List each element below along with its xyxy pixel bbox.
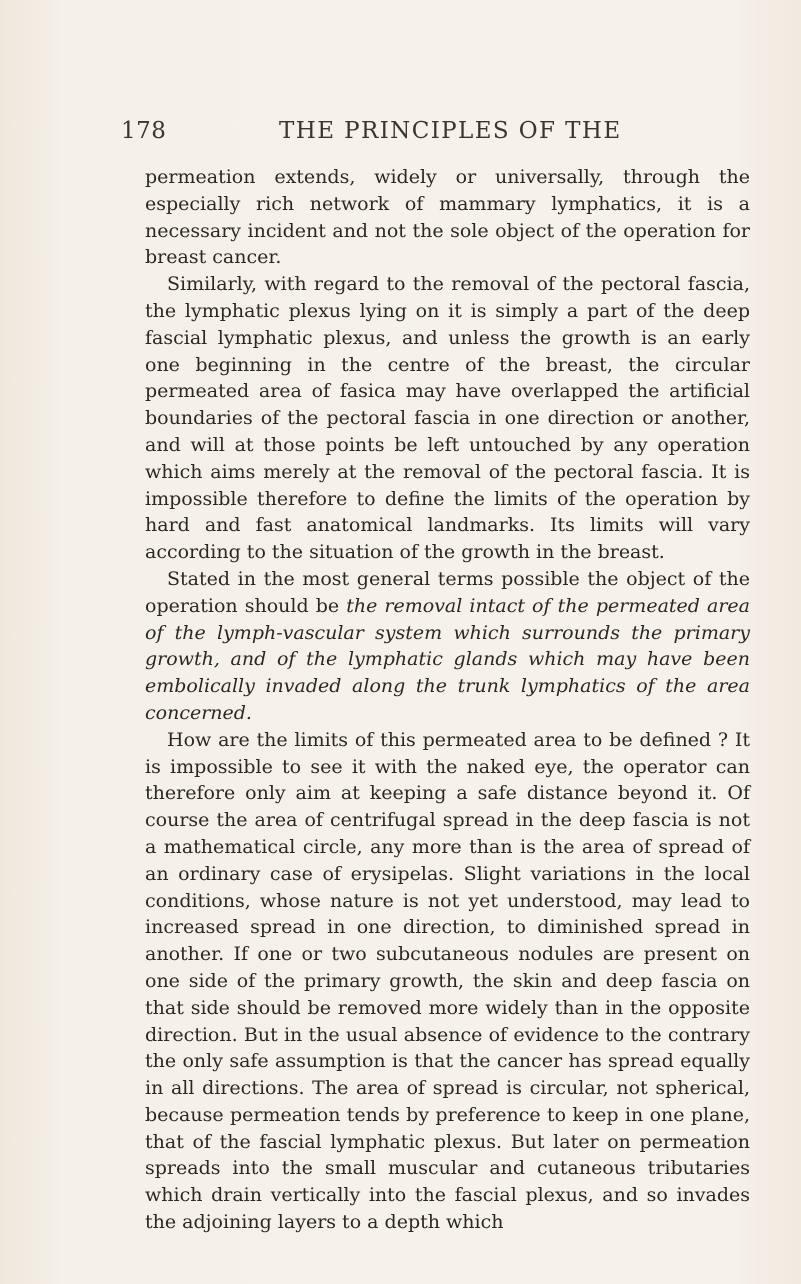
running-head [0, 118, 801, 152]
operation-object-lead: Stated in the most general terms possible the object of the operation should be [145, 567, 750, 617]
running-title: THE PRINCIPLES OF THE [279, 118, 622, 144]
paragraph-operation-object [145, 566, 750, 727]
body-text [145, 164, 750, 1236]
operation-object-definition: the removal intact of the permeated area of the lymph-vascular system which surrounds the primary growth, and of the lymphatic glands which may have been embolically invaded along the trunk lymphatics of the area concerned. [145, 594, 751, 724]
paragraph-continuation: permeation extends, widely or universally, through the especially rich network of mammary lymphatics, it is a necessary incident and not the sole object of the operation for breast cancer. [145, 166, 750, 269]
paragraph-permeated-area-limits: How are the limits of this permeated area to be defined ? It is impossible to see it with the naked eye, the operator can therefore only aim at keeping a safe distance beyond it. Of course the area of centrifugal spread in the deep fascia is not a mathematical circle, any more than is the area of spread of an ordinary case of erysipelas. Slight variations in the local conditions, whose nature is not yet understood, may lead to increased spread in one direction, to diminished spread in another. If one or two subcutaneous nodules are present on one side of the primary growth, the skin and deep fascia on that side should be removed more widely than in the opposite direction. But in the usual absence of evidence to the contrary the only safe assumption is that the cancer has spread equally in all directions. The area of spread is circular, not spherical, because permeation tends by preference to keep in one plane, that of the fascial lymphatic plexus. But later on permeation spreads into the small muscular and cutaneous tributaries which drain vertically into the fascial plexus, and so invades the adjoining layers to a depth which [145, 728, 750, 1234]
page-number: 178 [121, 118, 167, 144]
paragraph-pectoral-fascia: Similarly, with regard to the removal of the pectoral fascia, the lymphatic plexus lying on it is simply a part of the deep fascial lymphatic plexus, and unless the growth is an early one beginning in the centre of the breast, the circular permeated area of fasica may have overlapped the artificial boundaries of the pectoral fascia in one direction or another, and will at those points be left untouched by any operation which aims merely at the removal of the pectoral fascia. It is impossible therefore to define the limits of the operation by hard and fast anatomical landmarks. Its limits will vary according to the situation of the growth in the breast. [145, 273, 750, 564]
